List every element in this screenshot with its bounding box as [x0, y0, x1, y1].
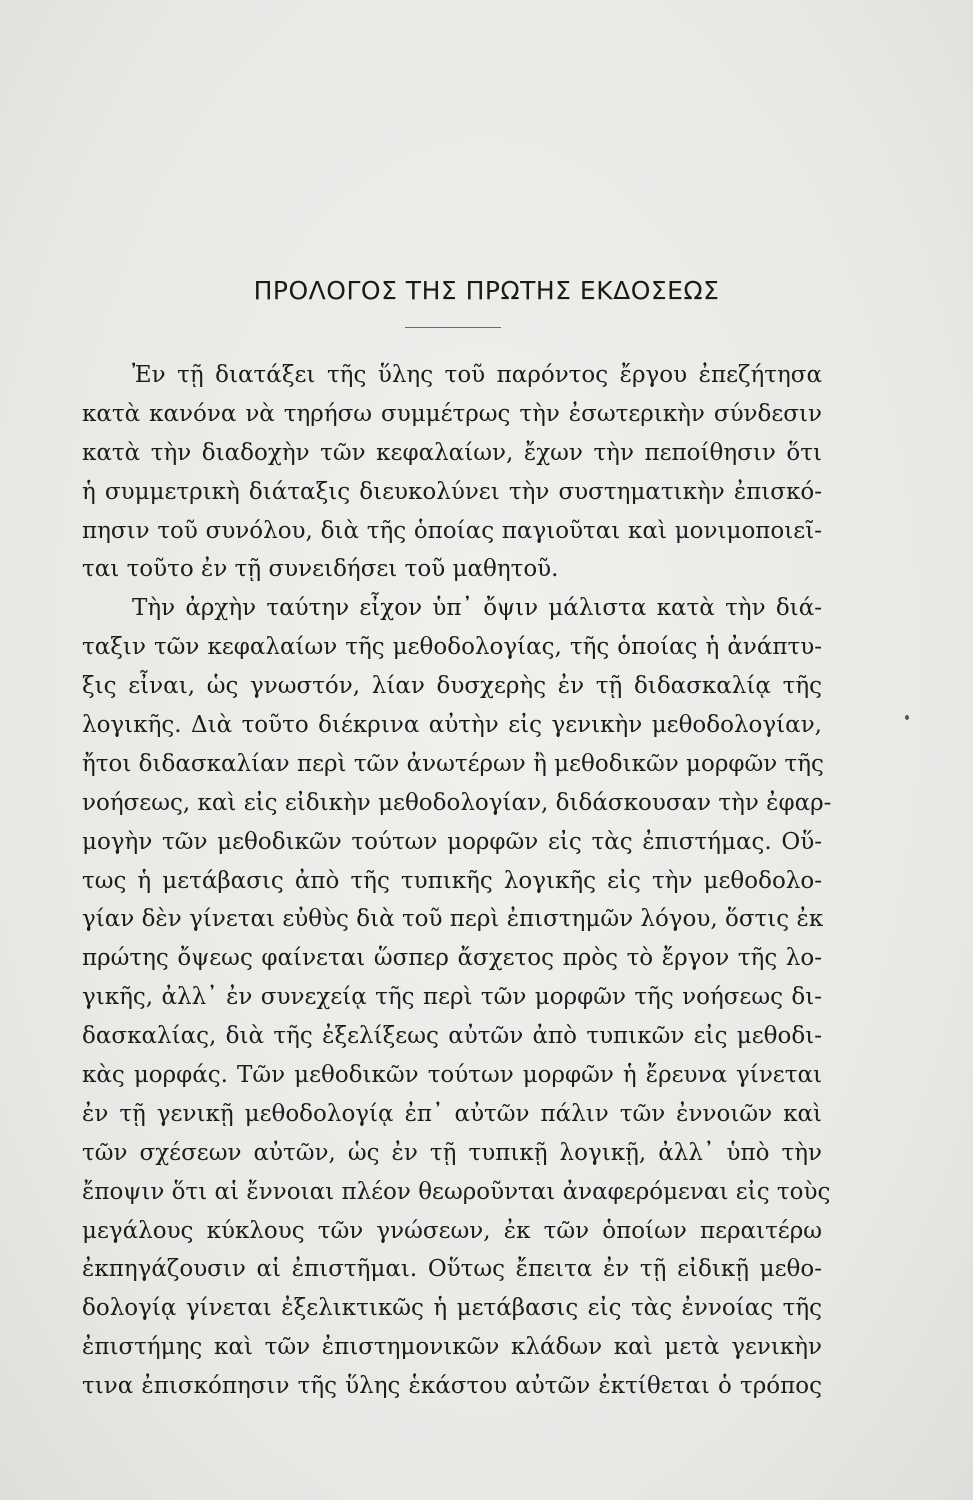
text-line: Τὴν ἀρχὴν ταύτην εἶχον ὑπ᾽ ὄψιν μάλιστα κατὰ τὴν διά-: [132, 595, 822, 622]
body-text: [82, 356, 832, 1406]
text-line: ξις εἶναι, ὡς γνωστόν, λίαν δυσχερὴς ἐν τῇ διδασκαλίᾳ τῆς: [82, 673, 822, 700]
page-title: ΠΡΟΛΟΓΟΣ ΤΗΣ ΠΡΩΤΗΣ ΕΚΔΟΣΕΩΣ: [253, 276, 720, 305]
text-line: ἐν τῇ γενικῇ μεθοδολογίᾳ ἐπ᾽ αὐτῶν πάλιν τῶν ἐννοιῶν καὶ: [82, 1100, 822, 1127]
text-line: τως ἡ μετάβασις ἀπὸ τῆς τυπικῆς λογικῆς εἰς τὴν μεθοδολο-: [82, 867, 822, 894]
text-line: Ἐν τῇ διατάξει τῆς ὕλης τοῦ παρόντος ἔργου ἐπεζήτησα: [132, 362, 822, 388]
text-line: τινα ἐπισκόπησιν τῆς ὕλης ἑκάστου αὐτῶν ἐκτίθεται ὁ τρόπος: [82, 1373, 822, 1400]
text-line: τῶν σχέσεων αὐτῶν, ὡς ἐν τῇ τυπικῇ λογικῇ, ἀλλ᾽ ὑπὸ τὴν: [82, 1139, 822, 1166]
text-line: κὰς μορφάς. Τῶν μεθοδικῶν τούτων μορφῶν ἡ ἔρευνα γίνεται: [82, 1062, 822, 1089]
text-line: κατὰ κανόνα νὰ τηρήσω συμμέτρως τὴν ἐσωτερικὴν σύνδεσιν: [82, 400, 822, 427]
text-line: μογὴν τῶν μεθοδικῶν τούτων μορφῶν εἰς τὰς ἐπιστήμας. Οὕ-: [82, 828, 822, 855]
text-line: ἐκπηγάζουσιν αἱ ἐπιστῆμαι. Οὕτως ἔπειτα ἐν τῇ εἰδικῇ μεθο-: [82, 1256, 822, 1283]
text-line: ταξιν τῶν κεφαλαίων τῆς μεθοδολογίας, τῆς ὁποίας ἡ ἀνάπτυ-: [82, 634, 822, 661]
text-line: γικῆς, ἀλλ᾽ ἐν συνεχείᾳ τῆς περὶ τῶν μορφῶν τῆς νοήσεως δι-: [82, 984, 822, 1011]
text-line: ἐπιστήμης καὶ τῶν ἐπιστημονικῶν κλάδων καὶ μετὰ γενικὴν: [82, 1334, 822, 1361]
text-line: λογικῆς. Διὰ τοῦτο διέκρινα αὐτὴν εἰς γενικὴν μεθοδολογίαν,: [82, 712, 822, 739]
text-line: ται τοῦτο ἐν τῇ συνειδήσει τοῦ μαθητοῦ.: [82, 556, 559, 583]
text-line: ἔποψιν ὅτι αἱ ἔννοιαι πλέον θεωροῦνται ἀναφερόμεναι εἰς τοὺς: [82, 1178, 831, 1205]
text-line: δασκαλίας, διὰ τῆς ἐξελίξεως αὐτῶν ἀπὸ τυπικῶν εἰς μεθοδι-: [82, 1023, 822, 1050]
text-line: νοήσεως, καὶ εἰς εἰδικὴν μεθοδολογίαν, διδάσκουσαν τὴν ἐφαρ-: [82, 789, 832, 816]
text-line: ἡ συμμετρικὴ διάταξις διευκολύνει τὴν συστηματικὴν ἐπισκό-: [82, 478, 822, 505]
text-line: μεγάλους κύκλους τῶν γνώσεων, ἐκ τῶν ὁποίων περαιτέρω: [82, 1217, 822, 1244]
text-line: ἤτοι διδασκαλίαν περὶ τῶν ἀνωτέρων ἢ μεθοδικῶν μορφῶν τῆς: [82, 750, 824, 777]
title-rule: [405, 327, 501, 328]
paper-speck: [905, 715, 909, 720]
text-line: πρώτης ὄψεως φαίνεται ὥσπερ ἄσχετος πρὸς τὸ ἔργον τῆς λο-: [82, 945, 822, 972]
text-line: γίαν δὲν γίνεται εὐθὺς διὰ τοῦ περὶ ἐπιστημῶν λόγου, ὅστις ἐκ: [82, 906, 824, 933]
text-line: πησιν τοῦ συνόλου, διὰ τῆς ὁποίας παγιοῦται καὶ μονιμοποιεῖ-: [82, 517, 822, 544]
text-line: κατὰ τὴν διαδοχὴν τῶν κεφαλαίων, ἔχων τὴν πεποίθησιν ὅτι: [82, 439, 822, 466]
text-line: δολογίᾳ γίνεται ἐξελικτικῶς ἡ μετάβασις εἰς τὰς ἐννοίας τῆς: [82, 1295, 822, 1322]
